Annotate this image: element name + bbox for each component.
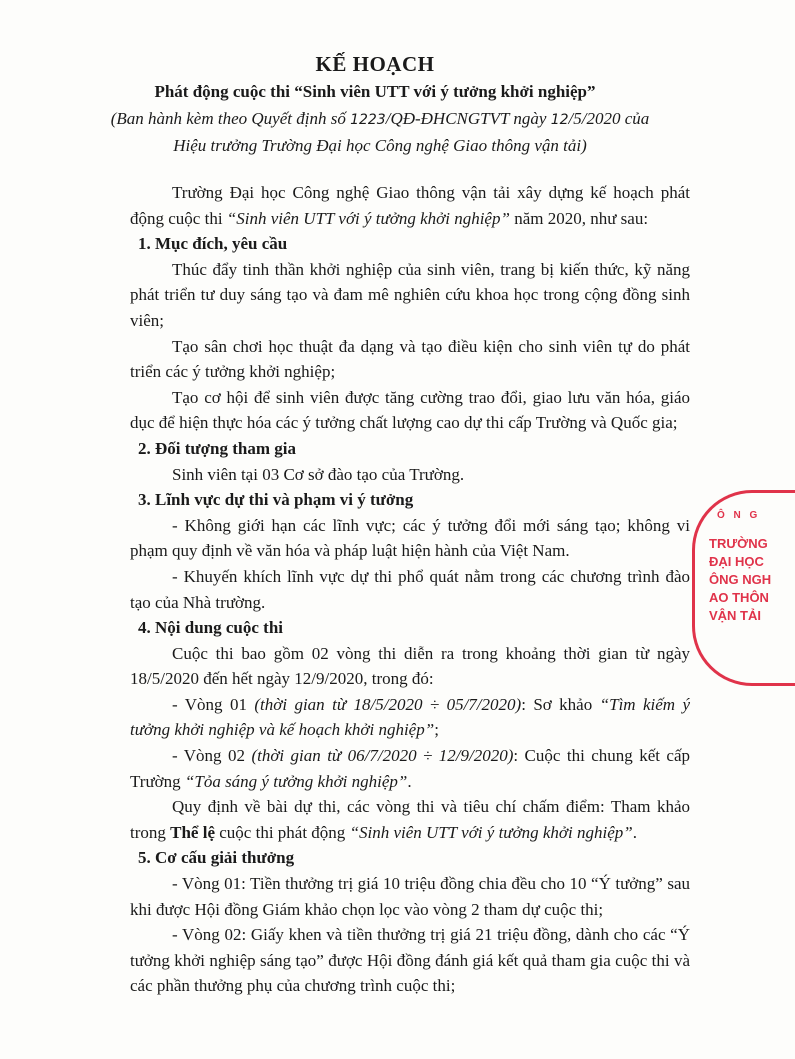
round-1-label: - Vòng 01: [172, 694, 247, 714]
section-5-para-2: - Vòng 02: Giấy khen và tiền thưởng trị giá 21 triệu đồng, dành cho các “Ý tưởng khởi nghiệp sáng tạo” được Hội đồng đánh giá kết quả tham gia cuộc thi và các phần thưởng phụ của chương trình cuộc thi;: [130, 925, 690, 996]
stamp-text-4: ÔNG NGH: [709, 572, 772, 587]
rules-ref-contest: “Sinh viên UTT với ý tưởng khởi nghiệp”: [349, 822, 633, 842]
section-2-heading: 2. Đối tượng tham gia: [138, 438, 296, 458]
section-4-para-4: [130, 794, 690, 845]
section-3-para-1: - Không giới hạn các lĩnh vực; các ý tưởng đổi mới sáng tạo; không vi phạm quy định về văn hóa và pháp luật hiện hành của Việt Nam.: [130, 515, 690, 561]
section-5-para-1: - Vòng 01: Tiền thưởng trị giá 10 triệu đồng chia đều cho 10 “Ý tưởng” sau khi được Hội đồng Giám khảo chọn lọc vào vòng 2 tham dự cuộc thi;: [130, 874, 690, 919]
decision-number: 1223: [350, 112, 386, 128]
contest-name: “Sinh viên UTT với ý tưởng khởi nghiệp”: [226, 208, 510, 228]
intro-paragraph: [130, 180, 690, 231]
round-1-desc: : Sơ khảo: [521, 694, 593, 714]
section-4-heading: 4. Nội dung cuộc thi: [138, 618, 283, 638]
intro-text: Trường Đại học Công nghệ Giao thông vận tải xây dựng kế hoạch phát động cuộc thi: [130, 183, 690, 228]
section-1-para-3: Tạo cơ hội để sinh viên được tăng cường trao đổi, giao lưu văn hóa, giáo dục để hiện thực hóa các ý tưởng chất lượng cao dự thi cấp Trường và Quốc gia;: [130, 387, 690, 433]
rules-ref-text: Quy định về bài dự thi, các vòng thi và tiêu chí chấm điểm: Tham khảo trong: [130, 797, 690, 842]
section-2-para-1: Sinh viên tại 03 Cơ sở đào tạo của Trường.: [172, 464, 465, 484]
issuance-prefix: (Ban hành kèm theo Quyết định số: [110, 109, 346, 128]
document-title: KẾ HOẠCH: [315, 52, 435, 76]
section-4-round-1: [130, 692, 690, 743]
section-3-heading: 3. Lĩnh vực dự thi và phạm vi ý tưởng: [138, 490, 414, 510]
official-stamp: [692, 490, 795, 686]
rules-ref-text-2: cuộc thi phát động: [219, 822, 346, 842]
round-1-dates: (thời gian từ 18/5/2020 ÷ 05/7/2020): [254, 694, 522, 714]
round-2-desc: : Cuộc thi chung kết cấp Trường: [130, 746, 690, 791]
round-1-name: “Tìm kiếm ý tưởng khởi nghiệp và kế hoạch khởi nghiệp”: [130, 694, 691, 740]
stamp-text-6: VẬN TẢI: [709, 608, 761, 623]
issuance-line2: Hiệu trưởng Trường Đại học Công nghệ Giao thông vận tải): [173, 136, 587, 155]
rules-ref-bold: Thể lệ: [170, 822, 215, 842]
section-1-heading: 1. Mục đích, yêu cầu: [138, 234, 288, 254]
section-4-round-2: [130, 743, 690, 794]
rules-ref-end: .: [632, 822, 637, 842]
issuance-note: [100, 106, 660, 159]
round-2-dates: (thời gian từ 06/7/2020 ÷ 12/9/2020): [251, 746, 514, 766]
round-1-end: ;: [434, 720, 439, 740]
stamp-text-1: Ô N G: [717, 510, 761, 521]
stamp-text-5: AO THÔN: [709, 590, 769, 605]
document-body: [130, 180, 690, 999]
section-5-heading: 5. Cơ cấu giải thưởng: [138, 848, 295, 868]
section-1-para-1: Thúc đẩy tinh thần khởi nghiệp của sinh viên, trang bị kiến thức, kỹ năng phát triển tư duy sáng tạo và đam mê nghiên cứu khoa học trong cộng đồng sinh viên;: [130, 259, 690, 330]
issuance-suffix: /5/2020 của: [568, 109, 650, 128]
round-2-name: “Tỏa sáng ý tưởng khởi nghiệp”: [184, 771, 408, 791]
decision-day: 12: [550, 112, 569, 128]
section-3-para-2: - Khuyến khích lĩnh vực dự thi phổ quát nằm trong các chương trình đào tạo của Nhà trường.: [130, 566, 690, 612]
section-4-para-1: Cuộc thi bao gồm 02 vòng thi diễn ra trong khoảng thời gian từ ngày 18/5/2020 đến hết ngày 12/9/2020, trong đó:: [130, 643, 690, 689]
intro-text-end: năm 2020, như sau:: [514, 208, 649, 228]
stamp-text-3: ĐẠI HỌC: [709, 554, 764, 569]
document-subtitle: Phát động cuộc thi “Sinh viên UTT với ý tưởng khởi nghiệp”: [154, 82, 596, 101]
round-2-label: - Vòng 02: [172, 746, 245, 766]
section-1-para-2: Tạo sân chơi học thuật đa dạng và tạo điều kiện cho sinh viên tự do phát triển các ý tưởng khởi nghiệp;: [130, 336, 690, 382]
round-2-end: .: [407, 771, 412, 791]
issuance-middle: /QĐ-ĐHCNGTVT ngày: [385, 109, 547, 128]
stamp-text-2: TRƯỜNG: [709, 536, 768, 551]
